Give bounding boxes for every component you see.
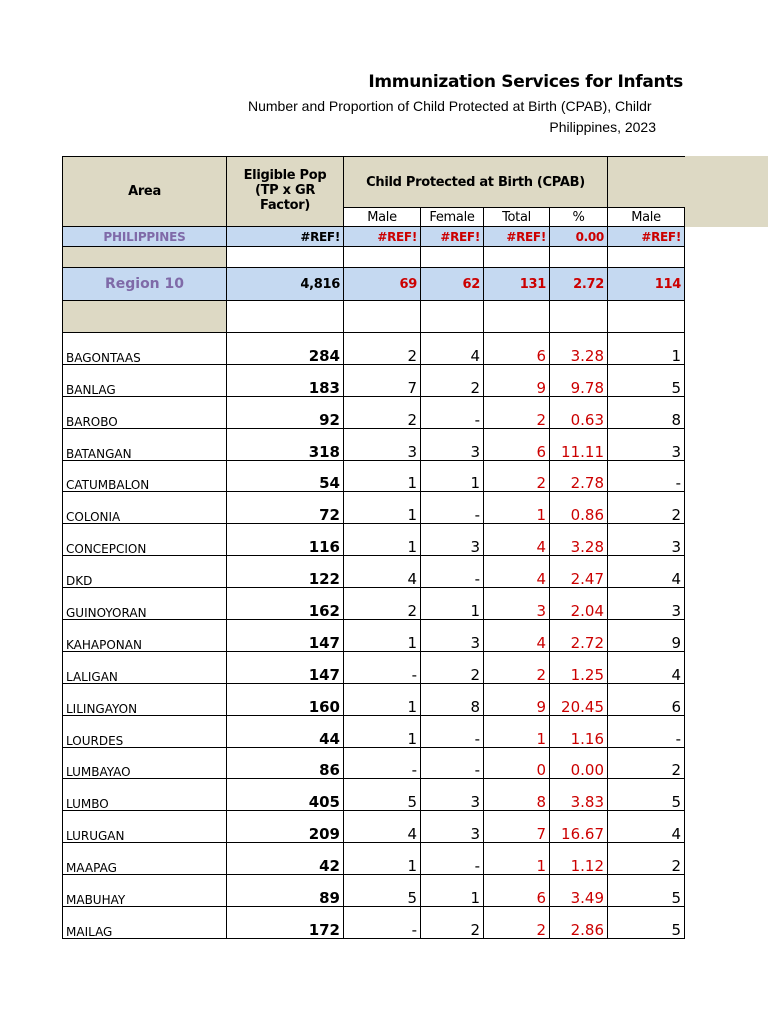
- table-row: [63, 428, 685, 460]
- next-male-cell: 4: [608, 651, 685, 683]
- next-male-cell: 2: [608, 843, 685, 875]
- area-cell: MAAPAG: [63, 843, 227, 875]
- table-row: [63, 364, 685, 396]
- spacer-cell: [484, 301, 550, 333]
- female-cell: -: [421, 715, 484, 747]
- male-cell: 2: [344, 396, 421, 428]
- male-cell: 7: [344, 364, 421, 396]
- total-cell: 4: [484, 620, 550, 652]
- next-male-cell: 3: [608, 524, 685, 556]
- next-male-cell: 6: [608, 683, 685, 715]
- eligible-cell: 209: [227, 811, 344, 843]
- spacer-cell: [344, 247, 421, 268]
- total-cell: 9: [484, 683, 550, 715]
- male-cell: 1: [344, 620, 421, 652]
- next-male-cell: 2: [608, 747, 685, 779]
- area-cell: KAHAPONAN: [63, 620, 227, 652]
- eligible-cell: 183: [227, 364, 344, 396]
- header-male: Male: [344, 208, 421, 227]
- table-row: [63, 620, 685, 652]
- area-cell: MABUHAY: [63, 875, 227, 907]
- male-cell: 2: [344, 333, 421, 365]
- female-cell: 3: [421, 620, 484, 652]
- philippines-eligible: #REF!: [227, 227, 344, 247]
- total-cell: 2: [484, 396, 550, 428]
- next-male-cell: -: [608, 460, 685, 492]
- female-cell: 1: [421, 875, 484, 907]
- percent-cell: 2.78: [550, 460, 608, 492]
- next-male-cell: 1: [608, 333, 685, 365]
- area-cell: COLONIA: [63, 492, 227, 524]
- female-cell: 1: [421, 588, 484, 620]
- header-total: Total: [484, 208, 550, 227]
- header-percent: %: [550, 208, 608, 227]
- percent-cell: 9.78: [550, 364, 608, 396]
- philippines-male: #REF!: [344, 227, 421, 247]
- female-cell: -: [421, 747, 484, 779]
- total-cell: 2: [484, 651, 550, 683]
- area-cell: MAILAG: [63, 907, 227, 939]
- percent-cell: 0.00: [550, 747, 608, 779]
- percent-cell: 2.47: [550, 556, 608, 588]
- total-cell: 1: [484, 715, 550, 747]
- percent-cell: 0.63: [550, 396, 608, 428]
- next-male-cell: 9: [608, 620, 685, 652]
- philippines-female: #REF!: [421, 227, 484, 247]
- percent-cell: 3.28: [550, 524, 608, 556]
- female-cell: -: [421, 843, 484, 875]
- table-row: [63, 907, 685, 939]
- area-cell: LOURDES: [63, 715, 227, 747]
- female-cell: -: [421, 492, 484, 524]
- table-row: [63, 747, 685, 779]
- document-title: Immunization Services for Infants: [368, 72, 683, 92]
- table-row: [63, 683, 685, 715]
- area-cell: LUMBAYAO: [63, 747, 227, 779]
- region-female: 62: [421, 268, 484, 301]
- next-male-cell: 8: [608, 396, 685, 428]
- eligible-cell: 42: [227, 843, 344, 875]
- area-cell: BAGONTAAS: [63, 333, 227, 365]
- area-cell: BATANGAN: [63, 428, 227, 460]
- area-cell: BANLAG: [63, 364, 227, 396]
- header-area: Area: [63, 157, 227, 227]
- document-subtitle-year: Philippines, 2023: [549, 119, 656, 135]
- eligible-cell: 44: [227, 715, 344, 747]
- female-cell: 2: [421, 651, 484, 683]
- table-row: [63, 396, 685, 428]
- next-male-cell: 3: [608, 588, 685, 620]
- percent-cell: 20.45: [550, 683, 608, 715]
- female-cell: 8: [421, 683, 484, 715]
- next-male-cell: 2: [608, 492, 685, 524]
- male-cell: 2: [344, 588, 421, 620]
- spacer-cell: [344, 301, 421, 333]
- next-male-cell: 4: [608, 556, 685, 588]
- table-row: [63, 875, 685, 907]
- female-cell: 2: [421, 364, 484, 396]
- eligible-cell: 405: [227, 779, 344, 811]
- male-cell: 5: [344, 779, 421, 811]
- table-row: [63, 843, 685, 875]
- total-cell: 6: [484, 875, 550, 907]
- eligible-cell: 122: [227, 556, 344, 588]
- area-cell: LALIGAN: [63, 651, 227, 683]
- male-cell: 4: [344, 556, 421, 588]
- table-row: [63, 333, 685, 365]
- eligible-cell: 160: [227, 683, 344, 715]
- male-cell: 1: [344, 715, 421, 747]
- area-cell: BAROBO: [63, 396, 227, 428]
- percent-cell: 3.28: [550, 333, 608, 365]
- percent-cell: 16.67: [550, 811, 608, 843]
- spacer-cell: [421, 301, 484, 333]
- header-cpab-group: Child Protected at Birth (CPAB): [344, 157, 608, 208]
- table-row: [63, 811, 685, 843]
- total-cell: 2: [484, 460, 550, 492]
- cpab-table: [62, 156, 685, 939]
- female-cell: 1: [421, 460, 484, 492]
- percent-cell: 11.11: [550, 428, 608, 460]
- area-cell: LILINGAYON: [63, 683, 227, 715]
- next-male-cell: 5: [608, 907, 685, 939]
- philippines-row: [63, 227, 685, 247]
- percent-cell: 3.49: [550, 875, 608, 907]
- spacer-row: [63, 247, 685, 268]
- table-row: [63, 715, 685, 747]
- percent-cell: 0.86: [550, 492, 608, 524]
- total-cell: 4: [484, 524, 550, 556]
- region-next-male: 114: [608, 268, 685, 301]
- philippines-next-male: #REF!: [608, 227, 685, 247]
- next-male-cell: 5: [608, 875, 685, 907]
- header-fill-panel: [684, 156, 768, 227]
- total-cell: 9: [484, 364, 550, 396]
- header-next-group: [608, 157, 685, 208]
- female-cell: 3: [421, 524, 484, 556]
- header-female: Female: [421, 208, 484, 227]
- percent-cell: 2.04: [550, 588, 608, 620]
- region-row: [63, 268, 685, 301]
- table-row: [63, 651, 685, 683]
- area-cell: LURUGAN: [63, 811, 227, 843]
- table-row: [63, 779, 685, 811]
- male-cell: 1: [344, 843, 421, 875]
- eligible-cell: 116: [227, 524, 344, 556]
- spacer-row: [63, 301, 685, 333]
- eligible-cell: 147: [227, 620, 344, 652]
- spacer-cell: [608, 247, 685, 268]
- female-cell: 3: [421, 779, 484, 811]
- male-cell: -: [344, 651, 421, 683]
- spacer-cell: [421, 247, 484, 268]
- next-male-cell: 5: [608, 364, 685, 396]
- eligible-cell: 147: [227, 651, 344, 683]
- area-cell: DKD: [63, 556, 227, 588]
- next-male-cell: 5: [608, 779, 685, 811]
- spacer-cell: [608, 301, 685, 333]
- male-cell: -: [344, 747, 421, 779]
- male-cell: 4: [344, 811, 421, 843]
- region-total: 131: [484, 268, 550, 301]
- total-cell: 1: [484, 492, 550, 524]
- area-cell: LUMBO: [63, 779, 227, 811]
- total-cell: 2: [484, 907, 550, 939]
- percent-cell: 1.16: [550, 715, 608, 747]
- female-cell: 3: [421, 428, 484, 460]
- total-cell: 7: [484, 811, 550, 843]
- total-cell: 0: [484, 747, 550, 779]
- female-cell: 3: [421, 811, 484, 843]
- region-percent: 2.72: [550, 268, 608, 301]
- eligible-cell: 89: [227, 875, 344, 907]
- region-label: Region 10: [63, 268, 227, 301]
- table-row: [63, 492, 685, 524]
- next-male-cell: 3: [608, 428, 685, 460]
- spacer-cell: [63, 301, 227, 333]
- eligible-cell: 284: [227, 333, 344, 365]
- header-eligible-pop: Eligible Pop (TP x GR Factor): [227, 157, 344, 227]
- male-cell: 1: [344, 492, 421, 524]
- spacer-cell: [63, 247, 227, 268]
- eligible-cell: 86: [227, 747, 344, 779]
- percent-cell: 1.12: [550, 843, 608, 875]
- female-cell: -: [421, 556, 484, 588]
- area-cell: GUINOYORAN: [63, 588, 227, 620]
- philippines-total: #REF!: [484, 227, 550, 247]
- philippines-label: PHILIPPINES: [63, 227, 227, 247]
- spacer-cell: [550, 247, 608, 268]
- male-cell: 3: [344, 428, 421, 460]
- eligible-cell: 318: [227, 428, 344, 460]
- table-row: [63, 556, 685, 588]
- document-subtitle: Number and Proportion of Child Protected at Birth (CPAB), Childr: [248, 98, 652, 114]
- header-next-male: Male: [608, 208, 685, 227]
- male-cell: 1: [344, 524, 421, 556]
- percent-cell: 2.72: [550, 620, 608, 652]
- table-row: [63, 524, 685, 556]
- eligible-cell: 92: [227, 396, 344, 428]
- female-cell: -: [421, 396, 484, 428]
- eligible-cell: 172: [227, 907, 344, 939]
- total-cell: 6: [484, 428, 550, 460]
- next-male-cell: 4: [608, 811, 685, 843]
- male-cell: 1: [344, 460, 421, 492]
- eligible-cell: 54: [227, 460, 344, 492]
- total-cell: 3: [484, 588, 550, 620]
- spacer-cell: [550, 301, 608, 333]
- philippines-percent: 0.00: [550, 227, 608, 247]
- table-row: [63, 460, 685, 492]
- region-male: 69: [344, 268, 421, 301]
- percent-cell: 3.83: [550, 779, 608, 811]
- region-eligible: 4,816: [227, 268, 344, 301]
- area-cell: CATUMBALON: [63, 460, 227, 492]
- total-cell: 4: [484, 556, 550, 588]
- percent-cell: 1.25: [550, 651, 608, 683]
- table-row: [63, 588, 685, 620]
- area-cell: CONCEPCION: [63, 524, 227, 556]
- eligible-cell: 72: [227, 492, 344, 524]
- male-cell: -: [344, 907, 421, 939]
- total-cell: 6: [484, 333, 550, 365]
- spacer-cell: [227, 301, 344, 333]
- next-male-cell: -: [608, 715, 685, 747]
- spacer-cell: [227, 247, 344, 268]
- total-cell: 8: [484, 779, 550, 811]
- female-cell: 4: [421, 333, 484, 365]
- total-cell: 1: [484, 843, 550, 875]
- male-cell: 1: [344, 683, 421, 715]
- male-cell: 5: [344, 875, 421, 907]
- percent-cell: 2.86: [550, 907, 608, 939]
- female-cell: 2: [421, 907, 484, 939]
- eligible-cell: 162: [227, 588, 344, 620]
- spacer-cell: [484, 247, 550, 268]
